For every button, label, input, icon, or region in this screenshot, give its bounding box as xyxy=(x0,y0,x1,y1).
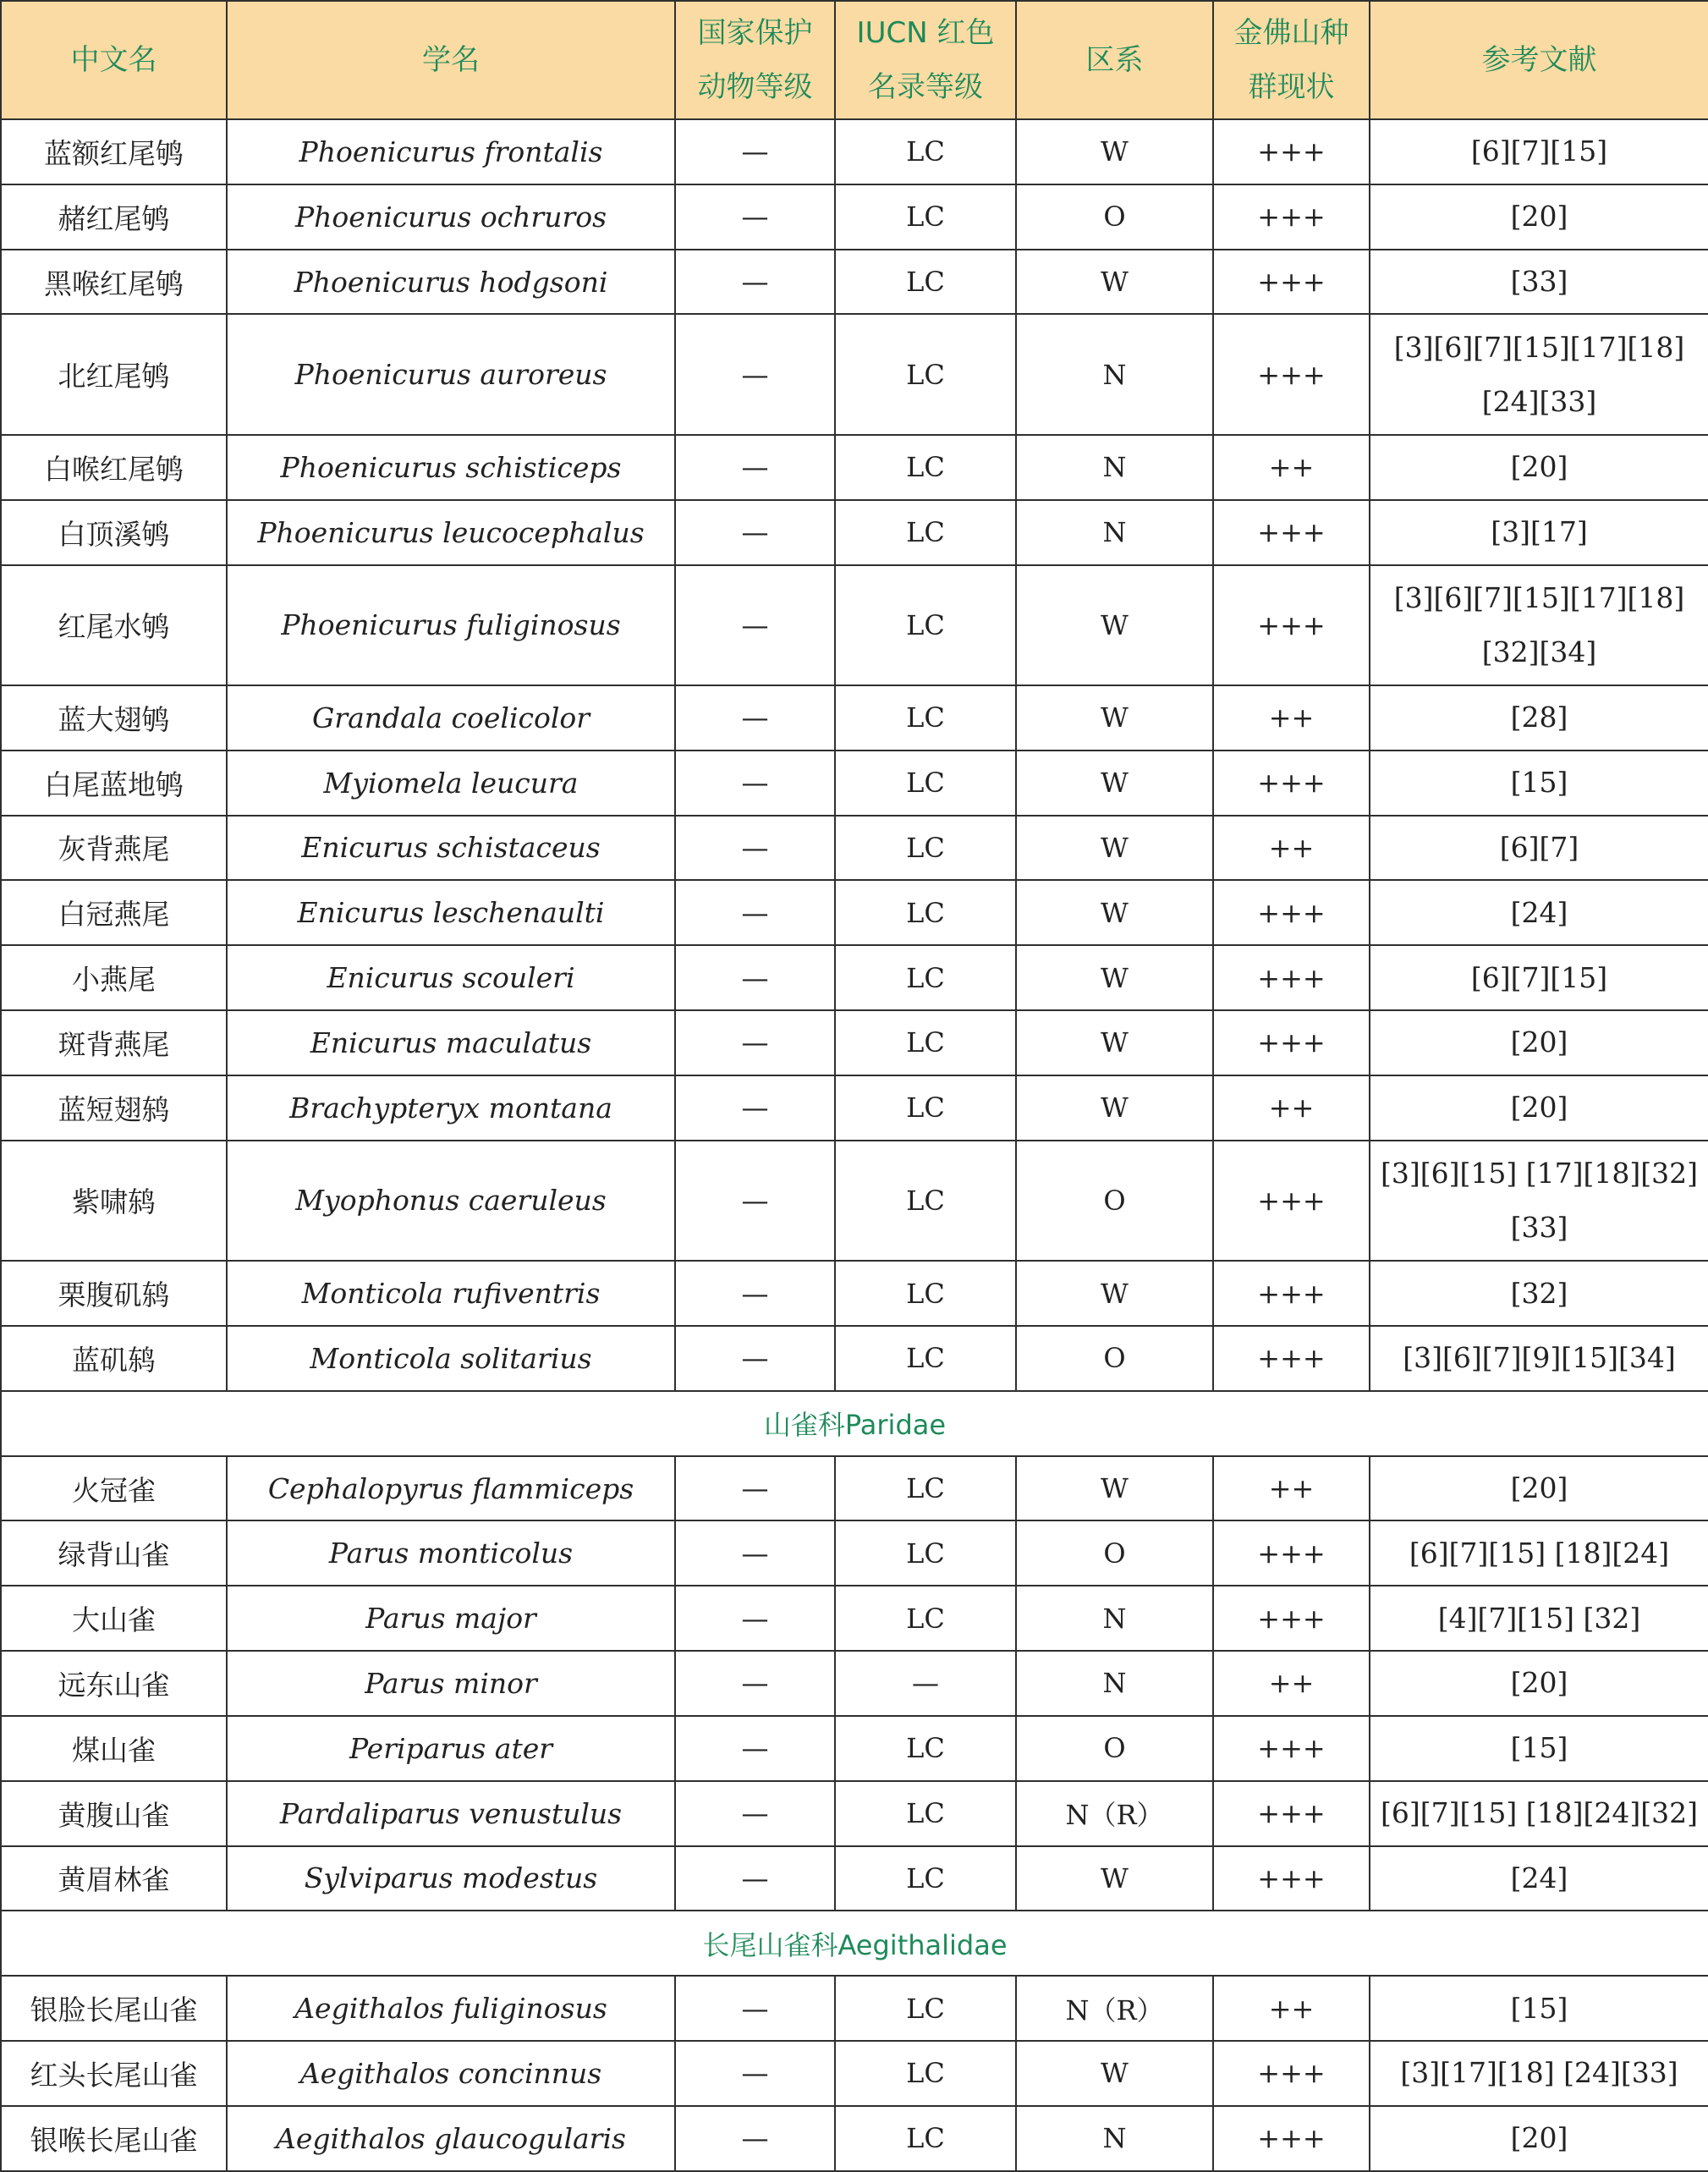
iucn-level-cell: LC xyxy=(835,250,1016,315)
scientific-name-cell: Monticola rufiventris xyxy=(227,1261,675,1326)
protection-level-cell: — xyxy=(675,1586,835,1651)
family-row xyxy=(1,1391,1708,1456)
scientific-name-cell: Periparus ater xyxy=(227,1716,675,1781)
population-status-cell: +++ xyxy=(1213,751,1370,816)
reference-line: [6][7][15] [18][24] xyxy=(1409,1536,1670,1570)
protection-level-cell: — xyxy=(675,685,835,751)
population-status-cell: +++ xyxy=(1213,1846,1370,1911)
table-row xyxy=(1,1586,1708,1651)
reference-line: [4][7][15] [32] xyxy=(1437,1601,1641,1635)
zone-cell: W xyxy=(1016,816,1213,881)
protection-level-cell: — xyxy=(675,1520,835,1586)
family-label: 山雀科Paridae xyxy=(1,1391,1708,1456)
protection-level-cell: — xyxy=(675,1781,835,1846)
chinese-name-cell: 红尾水鸲 xyxy=(1,565,227,685)
references-cell xyxy=(1370,1010,1708,1075)
header-chinese-name: 中文名 xyxy=(1,1,227,119)
zone-cell: W xyxy=(1016,250,1213,315)
protection-level-cell: — xyxy=(675,1010,835,1075)
reference-line: [20] xyxy=(1510,1666,1568,1700)
references-cell xyxy=(1370,816,1708,881)
references-cell xyxy=(1370,751,1708,816)
table-row xyxy=(1,1976,1708,2041)
chinese-name-cell: 红头长尾山雀 xyxy=(1,2041,227,2106)
reference-line: [20] xyxy=(1510,200,1568,234)
protection-level-cell: — xyxy=(675,119,835,184)
protection-level-cell: — xyxy=(675,184,835,250)
table-row xyxy=(1,1716,1708,1781)
population-status-cell: +++ xyxy=(1213,184,1370,250)
reference-line: [33] xyxy=(1510,265,1568,299)
iucn-level-cell: LC xyxy=(835,1846,1016,1911)
iucn-level-cell: LC xyxy=(835,184,1016,250)
chinese-name-cell: 北红尾鸲 xyxy=(1,314,227,434)
protection-level-cell: — xyxy=(675,880,835,945)
scientific-name-cell: Phoenicurus schisticeps xyxy=(227,435,675,500)
reference-line: [24][33] xyxy=(1481,384,1597,418)
iucn-level-cell: LC xyxy=(835,1976,1016,2041)
references-cell xyxy=(1370,2041,1708,2106)
reference-line: [15] xyxy=(1510,1731,1568,1765)
zone-cell: W xyxy=(1016,880,1213,945)
scientific-name-cell: Parus minor xyxy=(227,1651,675,1716)
population-status-cell: +++ xyxy=(1213,119,1370,184)
chinese-name-cell: 白顶溪鸲 xyxy=(1,500,227,565)
protection-level-cell: — xyxy=(675,1075,835,1141)
table-row xyxy=(1,816,1708,881)
references-cell xyxy=(1370,1781,1708,1846)
iucn-level-cell: LC xyxy=(835,1261,1016,1326)
scientific-name-cell: Pardaliparus venustulus xyxy=(227,1781,675,1846)
zone-cell: W xyxy=(1016,1456,1213,1521)
table-row xyxy=(1,565,1708,685)
scientific-name-cell: Phoenicurus leucocephalus xyxy=(227,500,675,565)
table-row xyxy=(1,945,1708,1010)
scientific-name-cell: Enicurus schistaceus xyxy=(227,816,675,881)
table-row xyxy=(1,1010,1708,1075)
population-status-cell: +++ xyxy=(1213,1781,1370,1846)
protection-level-cell: — xyxy=(675,500,835,565)
protection-level-cell: — xyxy=(675,816,835,881)
scientific-name-cell: Enicurus leschenaulti xyxy=(227,880,675,945)
zone-cell: O xyxy=(1016,1716,1213,1781)
chinese-name-cell: 黄腹山雀 xyxy=(1,1781,227,1846)
reference-line: [3][6][7][15][17][18] xyxy=(1393,330,1685,364)
reference-line: [28] xyxy=(1510,701,1568,734)
scientific-name-cell: Enicurus maculatus xyxy=(227,1010,675,1075)
protection-level-cell: — xyxy=(675,1976,835,2041)
scientific-name-cell: Myiomela leucura xyxy=(227,751,675,816)
protection-level-cell: — xyxy=(675,751,835,816)
chinese-name-cell: 绿背山雀 xyxy=(1,1520,227,1586)
protection-level-cell: — xyxy=(675,250,835,315)
reference-line: [20] xyxy=(1510,1026,1568,1059)
protection-level-cell: — xyxy=(675,314,835,434)
protection-level-cell: — xyxy=(675,945,835,1010)
header-zone: 区系 xyxy=(1016,1,1213,119)
protection-level-cell: — xyxy=(675,2106,835,2171)
references-cell xyxy=(1370,1141,1708,1261)
table-row xyxy=(1,250,1708,315)
table-row xyxy=(1,1326,1708,1391)
header-population-line1: 金佛山种 xyxy=(1233,16,1349,50)
population-status-cell: +++ xyxy=(1213,1010,1370,1075)
iucn-level-cell: LC xyxy=(835,945,1016,1010)
references-cell xyxy=(1370,119,1708,184)
iucn-level-cell: LC xyxy=(835,1781,1016,1846)
chinese-name-cell: 远东山雀 xyxy=(1,1651,227,1716)
population-status-cell: +++ xyxy=(1213,500,1370,565)
chinese-name-cell: 蓝大翅鸲 xyxy=(1,685,227,751)
iucn-level-cell: LC xyxy=(835,565,1016,685)
header-iucn-line2: 名录等级 xyxy=(868,70,983,104)
chinese-name-cell: 白喉红尾鸲 xyxy=(1,435,227,500)
references-cell xyxy=(1370,1075,1708,1141)
scientific-name-cell: Phoenicurus auroreus xyxy=(227,314,675,434)
population-status-cell: +++ xyxy=(1213,314,1370,434)
scientific-name-cell: Monticola solitarius xyxy=(227,1326,675,1391)
chinese-name-cell: 蓝短翅鸫 xyxy=(1,1075,227,1141)
zone-cell: N xyxy=(1016,500,1213,565)
zone-cell: N（R） xyxy=(1016,1781,1213,1846)
zone-cell: O xyxy=(1016,184,1213,250)
iucn-level-cell: LC xyxy=(835,119,1016,184)
protection-level-cell: — xyxy=(675,565,835,685)
population-status-cell: +++ xyxy=(1213,565,1370,685)
references-cell xyxy=(1370,435,1708,500)
chinese-name-cell: 赭红尾鸲 xyxy=(1,184,227,250)
table-row xyxy=(1,880,1708,945)
table-row xyxy=(1,2106,1708,2171)
iucn-level-cell: LC xyxy=(835,1326,1016,1391)
chinese-name-cell: 黄眉林雀 xyxy=(1,1846,227,1911)
iucn-level-cell: LC xyxy=(835,751,1016,816)
population-status-cell: +++ xyxy=(1213,2106,1370,2171)
protection-level-cell: — xyxy=(675,1651,835,1716)
iucn-level-cell: LC xyxy=(835,880,1016,945)
chinese-name-cell: 斑背燕尾 xyxy=(1,1010,227,1075)
table-row xyxy=(1,119,1708,184)
iucn-level-cell: LC xyxy=(835,314,1016,434)
references-cell xyxy=(1370,1520,1708,1586)
scientific-name-cell: Enicurus scouleri xyxy=(227,945,675,1010)
zone-cell: W xyxy=(1016,1261,1213,1326)
header-scientific-name: 学名 xyxy=(227,1,675,119)
table-row xyxy=(1,751,1708,816)
population-status-cell: ++ xyxy=(1213,1456,1370,1521)
table-row xyxy=(1,685,1708,751)
population-status-cell: +++ xyxy=(1213,250,1370,315)
population-status-cell: +++ xyxy=(1213,1141,1370,1261)
zone-cell: N xyxy=(1016,314,1213,434)
scientific-name-cell: Brachypteryx montana xyxy=(227,1075,675,1141)
references-cell xyxy=(1370,314,1708,434)
iucn-level-cell: LC xyxy=(835,1586,1016,1651)
chinese-name-cell: 蓝矶鸫 xyxy=(1,1326,227,1391)
table-row xyxy=(1,2041,1708,2106)
protection-level-cell: — xyxy=(675,2041,835,2106)
scientific-name-cell: Aegithalos concinnus xyxy=(227,2041,675,2106)
references-cell xyxy=(1370,2106,1708,2171)
reference-line: [24] xyxy=(1510,895,1568,929)
scientific-name-cell: Phoenicurus ochruros xyxy=(227,184,675,250)
references-cell xyxy=(1370,184,1708,250)
reference-line: [6][7] xyxy=(1499,830,1579,864)
references-cell xyxy=(1370,1586,1708,1651)
population-status-cell: +++ xyxy=(1213,945,1370,1010)
population-status-cell: +++ xyxy=(1213,1586,1370,1651)
reference-line: [3][6][7][9][15][34] xyxy=(1403,1341,1676,1375)
chinese-name-cell: 黑喉红尾鸲 xyxy=(1,250,227,315)
chinese-name-cell: 银脸长尾山雀 xyxy=(1,1976,227,2041)
reference-line: [33] xyxy=(1510,1210,1568,1244)
references-cell xyxy=(1370,945,1708,1010)
table-row xyxy=(1,500,1708,565)
header-population-line2: 群现状 xyxy=(1248,70,1335,104)
header-row xyxy=(1,1,1708,119)
reference-line: [32][34] xyxy=(1481,635,1597,668)
zone-cell: W xyxy=(1016,2041,1213,2106)
scientific-name-cell: Grandala coelicolor xyxy=(227,685,675,751)
zone-cell: N（R） xyxy=(1016,1976,1213,2041)
references-cell xyxy=(1370,685,1708,751)
zone-cell: O xyxy=(1016,1326,1213,1391)
iucn-level-cell: LC xyxy=(835,1456,1016,1521)
table-body xyxy=(1,119,1708,2171)
references-cell xyxy=(1370,500,1708,565)
scientific-name-cell: Parus major xyxy=(227,1586,675,1651)
chinese-name-cell: 蓝额红尾鸲 xyxy=(1,119,227,184)
zone-cell: N xyxy=(1016,435,1213,500)
reference-line: [20] xyxy=(1510,2121,1568,2155)
population-status-cell: ++ xyxy=(1213,685,1370,751)
zone-cell: W xyxy=(1016,1075,1213,1141)
iucn-level-cell: LC xyxy=(835,685,1016,751)
table-row xyxy=(1,1075,1708,1141)
header-protection-line2: 动物等级 xyxy=(697,70,813,104)
population-status-cell: ++ xyxy=(1213,1651,1370,1716)
zone-cell: N xyxy=(1016,1651,1213,1716)
scientific-name-cell: Sylviparus modestus xyxy=(227,1846,675,1911)
iucn-level-cell: LC xyxy=(835,2041,1016,2106)
reference-line: [6][7][15] xyxy=(1470,960,1608,994)
chinese-name-cell: 火冠雀 xyxy=(1,1456,227,1521)
protection-level-cell: — xyxy=(675,1456,835,1521)
iucn-level-cell: LC xyxy=(835,1520,1016,1586)
scientific-name-cell: Phoenicurus frontalis xyxy=(227,119,675,184)
zone-cell: W xyxy=(1016,945,1213,1010)
zone-cell: O xyxy=(1016,1141,1213,1261)
reference-line: [6][7][15] [18][24][32] xyxy=(1381,1796,1698,1830)
zone-cell: W xyxy=(1016,1010,1213,1075)
population-status-cell: +++ xyxy=(1213,1520,1370,1586)
chinese-name-cell: 大山雀 xyxy=(1,1586,227,1651)
references-cell xyxy=(1370,1976,1708,2041)
zone-cell: N xyxy=(1016,2106,1213,2171)
reference-line: [3][17][18] [24][33] xyxy=(1400,2056,1678,2090)
header-protection-line1: 国家保护 xyxy=(697,16,813,50)
chinese-name-cell: 煤山雀 xyxy=(1,1716,227,1781)
population-status-cell: +++ xyxy=(1213,2041,1370,2106)
chinese-name-cell: 银喉长尾山雀 xyxy=(1,2106,227,2171)
reference-line: [15] xyxy=(1510,1991,1568,2025)
chinese-name-cell: 小燕尾 xyxy=(1,945,227,1010)
protection-level-cell: — xyxy=(675,1261,835,1326)
chinese-name-cell: 白尾蓝地鸲 xyxy=(1,751,227,816)
reference-line: [24] xyxy=(1510,1861,1568,1894)
iucn-level-cell: LC xyxy=(835,2106,1016,2171)
reference-line: [3][17] xyxy=(1491,515,1588,549)
protection-level-cell: — xyxy=(675,1846,835,1911)
table-row xyxy=(1,435,1708,500)
iucn-level-cell: — xyxy=(835,1651,1016,1716)
scientific-name-cell: Aegithalos fuliginosus xyxy=(227,1976,675,2041)
protection-level-cell: — xyxy=(675,1326,835,1391)
chinese-name-cell: 栗腹矶鸫 xyxy=(1,1261,227,1326)
references-cell xyxy=(1370,1651,1708,1716)
table-row xyxy=(1,184,1708,250)
family-row xyxy=(1,1911,1708,1976)
header-iucn-line1: IUCN 红色 xyxy=(856,16,995,50)
population-status-cell: ++ xyxy=(1213,435,1370,500)
header-protection-level xyxy=(675,1,835,119)
iucn-level-cell: LC xyxy=(835,500,1016,565)
reference-line: [6][7][15] xyxy=(1470,135,1608,168)
table-row xyxy=(1,1456,1708,1521)
scientific-name-cell: Phoenicurus fuliginosus xyxy=(227,565,675,685)
population-status-cell: ++ xyxy=(1213,1075,1370,1141)
header-iucn-level xyxy=(835,1,1016,119)
references-cell xyxy=(1370,1456,1708,1521)
reference-line: [20] xyxy=(1510,450,1568,484)
references-cell xyxy=(1370,1716,1708,1781)
zone-cell: W xyxy=(1016,565,1213,685)
iucn-level-cell: LC xyxy=(835,1075,1016,1141)
references-cell xyxy=(1370,1846,1708,1911)
population-status-cell: ++ xyxy=(1213,1976,1370,2041)
zone-cell: W xyxy=(1016,119,1213,184)
chinese-name-cell: 灰背燕尾 xyxy=(1,816,227,881)
scientific-name-cell: Cephalopyrus flammiceps xyxy=(227,1456,675,1521)
zone-cell: W xyxy=(1016,1846,1213,1911)
table-row xyxy=(1,314,1708,434)
table-row xyxy=(1,1781,1708,1846)
zone-cell: N xyxy=(1016,1586,1213,1651)
population-status-cell: +++ xyxy=(1213,1261,1370,1326)
iucn-level-cell: LC xyxy=(835,435,1016,500)
scientific-name-cell: Parus monticolus xyxy=(227,1520,675,1586)
population-status-cell: +++ xyxy=(1213,880,1370,945)
scientific-name-cell: Phoenicurus hodgsoni xyxy=(227,250,675,315)
references-cell xyxy=(1370,1326,1708,1391)
protection-level-cell: — xyxy=(675,1716,835,1781)
reference-line: [20] xyxy=(1510,1471,1568,1504)
iucn-level-cell: LC xyxy=(835,816,1016,881)
references-cell xyxy=(1370,880,1708,945)
zone-cell: W xyxy=(1016,751,1213,816)
protection-level-cell: — xyxy=(675,435,835,500)
chinese-name-cell: 紫啸鸫 xyxy=(1,1141,227,1261)
table-row xyxy=(1,1846,1708,1911)
reference-line: [3][6][15] [17][18][32] xyxy=(1381,1156,1698,1190)
iucn-level-cell: LC xyxy=(835,1010,1016,1075)
family-label: 长尾山雀科Aegithalidae xyxy=(1,1911,1708,1976)
reference-line: [15] xyxy=(1510,766,1568,800)
table-row xyxy=(1,1651,1708,1716)
header-population-status xyxy=(1213,1,1370,119)
iucn-level-cell: LC xyxy=(835,1716,1016,1781)
references-cell xyxy=(1370,250,1708,315)
iucn-level-cell: LC xyxy=(835,1141,1016,1261)
population-status-cell: ++ xyxy=(1213,816,1370,881)
population-status-cell: +++ xyxy=(1213,1326,1370,1391)
table-row xyxy=(1,1520,1708,1586)
reference-line: [32] xyxy=(1510,1276,1568,1310)
reference-line: [20] xyxy=(1510,1091,1568,1124)
zone-cell: W xyxy=(1016,685,1213,751)
chinese-name-cell: 白冠燕尾 xyxy=(1,880,227,945)
zone-cell: O xyxy=(1016,1520,1213,1586)
table-row xyxy=(1,1141,1708,1261)
reference-line: [3][6][7][15][17][18] xyxy=(1393,580,1685,614)
references-cell xyxy=(1370,1261,1708,1326)
scientific-name-cell: Myophonus caeruleus xyxy=(227,1141,675,1261)
population-status-cell: +++ xyxy=(1213,1716,1370,1781)
header-references: 参考文献 xyxy=(1370,1,1708,119)
scientific-name-cell: Aegithalos glaucogularis xyxy=(227,2106,675,2171)
protection-level-cell: — xyxy=(675,1141,835,1261)
references-cell xyxy=(1370,565,1708,685)
table-row xyxy=(1,1261,1708,1326)
